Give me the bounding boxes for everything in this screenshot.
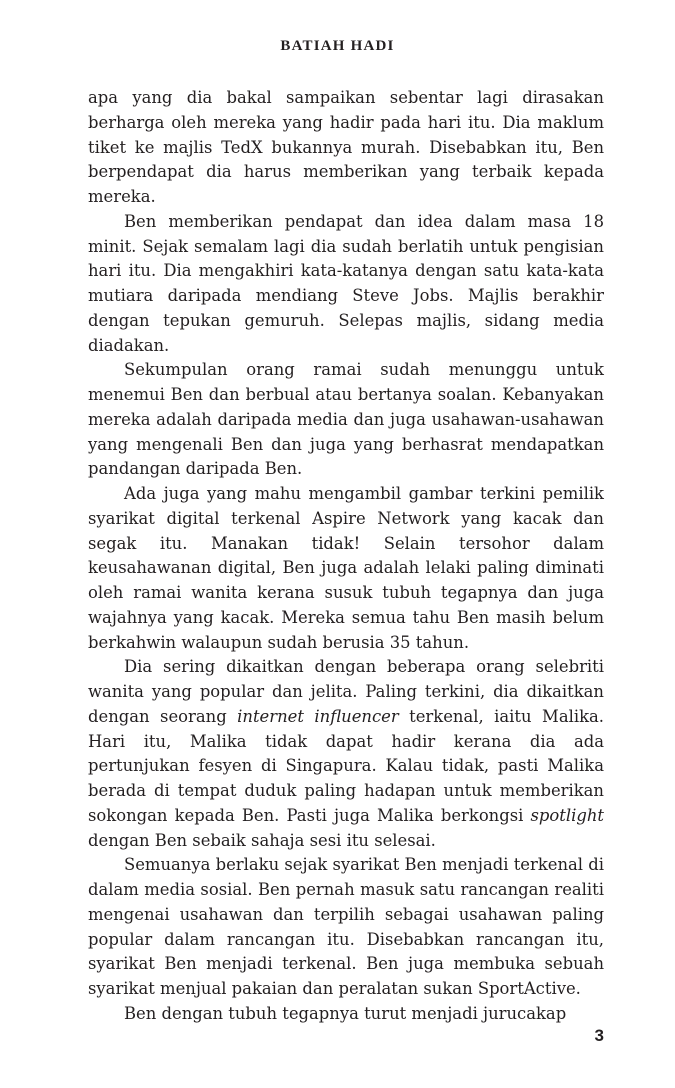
paragraph-text: Ben dengan tubuh tegapnya turut menjadi jurucakap	[124, 1003, 567, 1023]
paragraph-text: Sekumpulan orang ramai sudah menunggu untuk menemui Ben dan berbual atau bertanya soalan. Kebanyakan mereka adalah daripada media dan juga usahawan-usahawan yang mengenali Ben dan juga yang berhasrat mendapatkan pandangan daripada Ben.	[88, 360, 604, 479]
paragraph-text: dengan Ben sebaik sahaja sesi itu selesai.	[88, 830, 436, 850]
paragraph	[88, 86, 604, 210]
paragraph	[88, 210, 604, 359]
paragraph-text: Semuanya berlaku sejak syarikat Ben menjadi terkenal di dalam media sosial. Ben pernah masuk satu rancangan realiti mengenai usahawan dan terpilih sebagai usahawan paling popular dalam rancangan itu. Disebabkan rancangan itu, syarikat Ben menjadi terkenal. Ben juga membuka sebuah syarikat menjual pakaian dan peralatan sukan SportActive.	[88, 855, 604, 998]
paragraph	[88, 482, 604, 655]
paragraph	[88, 853, 604, 1002]
italic-phrase: internet influencer	[237, 706, 399, 726]
paragraph-text: apa yang dia bakal sampaikan sebentar lagi dirasakan berharga oleh mereka yang hadir pada hari itu. Dia maklum tiket ke majlis TedX bukannya murah. Disebabkan itu, Ben berpendapat dia harus memberikan yang terbaik kepada mereka.	[88, 88, 604, 206]
paragraph-text: Ben memberikan pendapat dan idea dalam masa 18 minit. Sejak semalam lagi dia sudah berlatih untuk pengisian hari itu. Dia mengakhiri kata-katanya dengan satu kata-kata mutiara daripada mendiang Steve Jobs. Majlis berakhir dengan tepukan gemuruh. Selepas majlis, sidang media diadakan.	[88, 211, 604, 355]
body-text	[88, 86, 604, 1027]
paragraph-text: Dia sering dikaitkan dengan beberapa orang selebriti wanita yang popular dan jelita. Paling terkini, dia dikaitkan dengan seorang	[88, 657, 604, 726]
page-number: 3	[594, 1026, 604, 1045]
running-header: BATIAH HADI	[280, 38, 395, 54]
paragraph	[88, 1002, 604, 1027]
paragraph	[88, 655, 604, 853]
paragraph	[88, 358, 604, 482]
paragraph-text: Ada juga yang mahu mengambil gambar terkini pemilik syarikat digital terkenal Aspire Network yang kacak dan segak itu. Manakan tidak! Selain tersohor dalam keusahawanan digital, Ben juga adalah lelaki paling diminati oleh ramai wanita kerana susuk tubuh tegapnya dan juga wajahnya yang kacak. Mereka semua tahu Ben masih belum berkahwin walaupun sudah berusia 35 tahun.	[88, 484, 604, 652]
italic-phrase: spotlight	[530, 805, 604, 825]
paragraph-text: terkenal, iaitu Malika. Hari itu, Malika tidak dapat hadir kerana dia ada pertunjukan fesyen di Singapura. Kalau tidak, pasti Malika berada di tempat duduk paling hadapan untuk memberikan sokongan kepada Ben. Pasti juga Malika berkongsi	[88, 706, 604, 825]
